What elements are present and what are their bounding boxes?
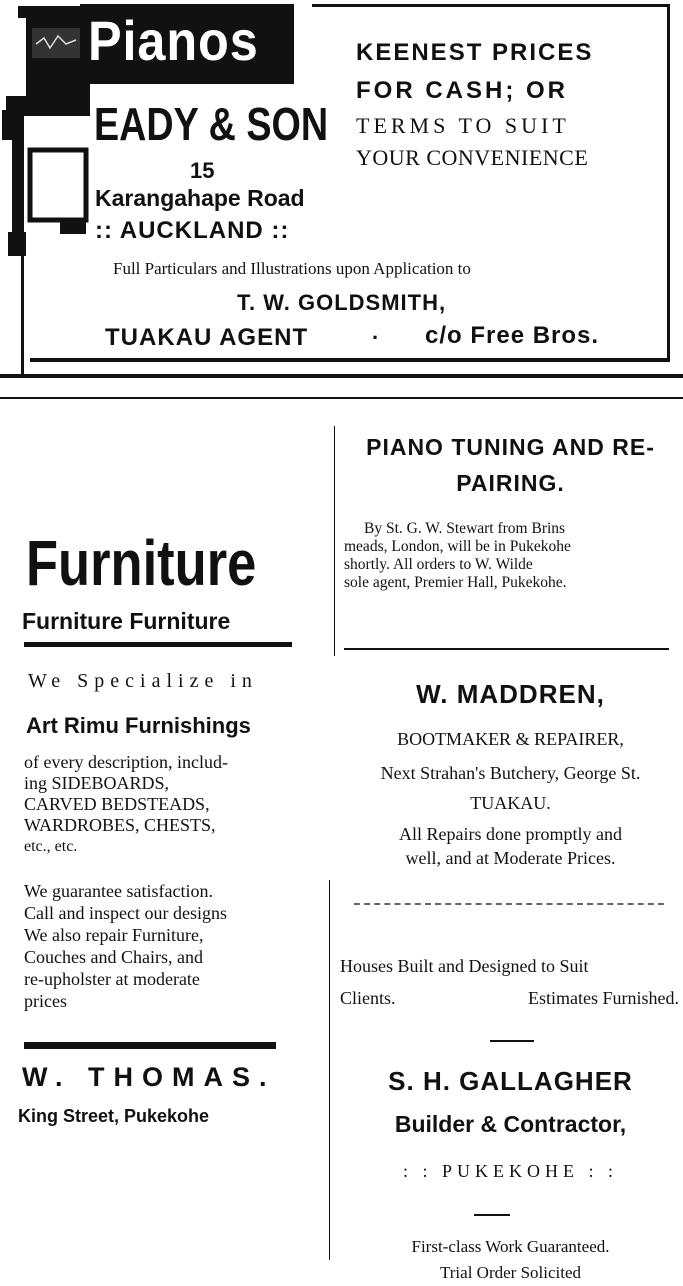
furniture-guarantee-line: We guarantee satisfaction. [24,881,213,901]
piano-ad-top-border [312,4,670,7]
furniture-body-line: of every description, includ- [24,752,228,772]
furniture-body-line: CARVED BEDSTEADS, [24,794,210,814]
furniture-body-line: WARDROBES, CHESTS, [24,815,216,835]
piano-agent-title: TUAKAU AGENT [105,324,309,351]
maddren-location: Next Strahan's Butchery, George St. [380,763,641,783]
gallagher-short-rule-2 [474,1214,510,1216]
pianos-banner [80,4,294,84]
gallagher-ad [338,950,683,1286]
piano-firm-name: EADY & SON [94,98,329,150]
furniture-body [24,752,294,857]
furniture-proprietor: W. THOMAS. [22,1062,276,1092]
piano-city: :: AUCKLAND :: [95,217,290,244]
piano-particulars: Full Particulars and Illustrations upon Application to [113,259,471,278]
maddren-body-line: well, and at Moderate Prices. [405,848,616,868]
section-divider-thin [0,397,683,399]
pianos-banner-text: Pianos [88,9,259,72]
furniture-guarantee-line: Call and inspect our designs [24,903,227,923]
piano-agent-separator: · [372,325,380,350]
furniture-body-line: ing SIDEBOARDS, [24,773,170,793]
gallagher-intro: Houses Built and Designed to Suit [340,956,589,976]
maddren-ad [338,675,683,875]
terms-line-1: KEENEST PRICES [356,39,594,66]
tuning-body-line: By St. G. W. Stewart from Brins [364,520,566,537]
furniture-address: King Street, Pukekohe [18,1106,210,1126]
piano-street-number: 15 [190,158,215,183]
terms-line-4: YOUR CONVENIENCE [356,145,589,170]
gallagher-short-rule-1 [490,1040,534,1042]
piano-illustration [0,0,90,260]
tuning-title-line-2: PAIRING. [456,470,565,496]
tuning-body-line: meads, London, will be in Pukekohe [344,538,571,555]
furniture-ad [0,520,320,1140]
piano-ad-left-border [21,250,24,375]
maddren-town: TUAKAU. [470,793,551,813]
maddren-body-line: All Repairs done promptly and [399,824,622,844]
tuning-title-line-1: PIANO TUNING AND RE- [366,434,655,460]
maddren-name: W. MADDREN, [416,679,605,709]
tuning-body [344,520,683,592]
tuning-ad [338,426,683,646]
furniture-subtitle: Furniture Furniture [22,608,231,634]
terms-line-2: FOR CASH; OR [356,77,568,104]
furniture-guarantee-line: prices [24,991,67,1011]
furniture-rule-top [24,642,292,647]
piano-agent-address: c/o Free Bros. [425,322,600,349]
terms-line-3: TERMS TO SUIT [356,113,570,138]
piano-ad-right-border [667,4,670,360]
piano-agent-name: T. W. GOLDSMITH, [237,290,447,315]
piano-ad [0,0,683,385]
furniture-guarantee-line: We also repair Furniture, [24,925,204,945]
piano-street: Karangahape Road [95,185,305,211]
gallagher-guarantee: First-class Work Guaranteed. [411,1237,610,1256]
furniture-guarantee [24,880,294,1012]
tuning-body-line: shortly. All orders to W. Wilde [344,556,533,573]
gallagher-trade: Builder & Contractor, [394,1111,627,1137]
maddren-trade: BOOTMAKER & REPAIRER, [397,729,624,749]
column-divider-lower [329,880,330,1260]
tuning-rule [344,648,669,650]
gallagher-town: : : PUKEKOHE : : [403,1161,618,1181]
gallagher-intro-estimates: Estimates Furnished. [528,988,679,1008]
furniture-rule-bottom [24,1042,276,1049]
furniture-body-line: etc., etc. [24,838,78,855]
piano-ad-bottom-border [30,358,670,362]
upright-piano-icon [0,0,90,260]
maddren-body [338,822,683,870]
gallagher-name: S. H. GALLAGHER [388,1066,633,1096]
gallagher-solicit: Trial Order Solicited [439,1263,582,1282]
column-divider-upper [334,426,335,656]
furniture-guarantee-line: re-upholster at moderate [24,969,200,989]
furniture-specialize: We Specialize in [28,670,258,692]
furniture-guarantee-line: Couches and Chairs, and [24,947,203,967]
furniture-title: Furniture [26,527,257,599]
gallagher-intro-clients: Clients. [340,988,396,1008]
maddren-dashed-rule [354,903,664,905]
tuning-body-line: sole agent, Premier Hall, Pukekohe. [344,574,567,591]
section-divider-thick [0,374,683,378]
furniture-heading: Art Rimu Furnishings [26,713,251,738]
